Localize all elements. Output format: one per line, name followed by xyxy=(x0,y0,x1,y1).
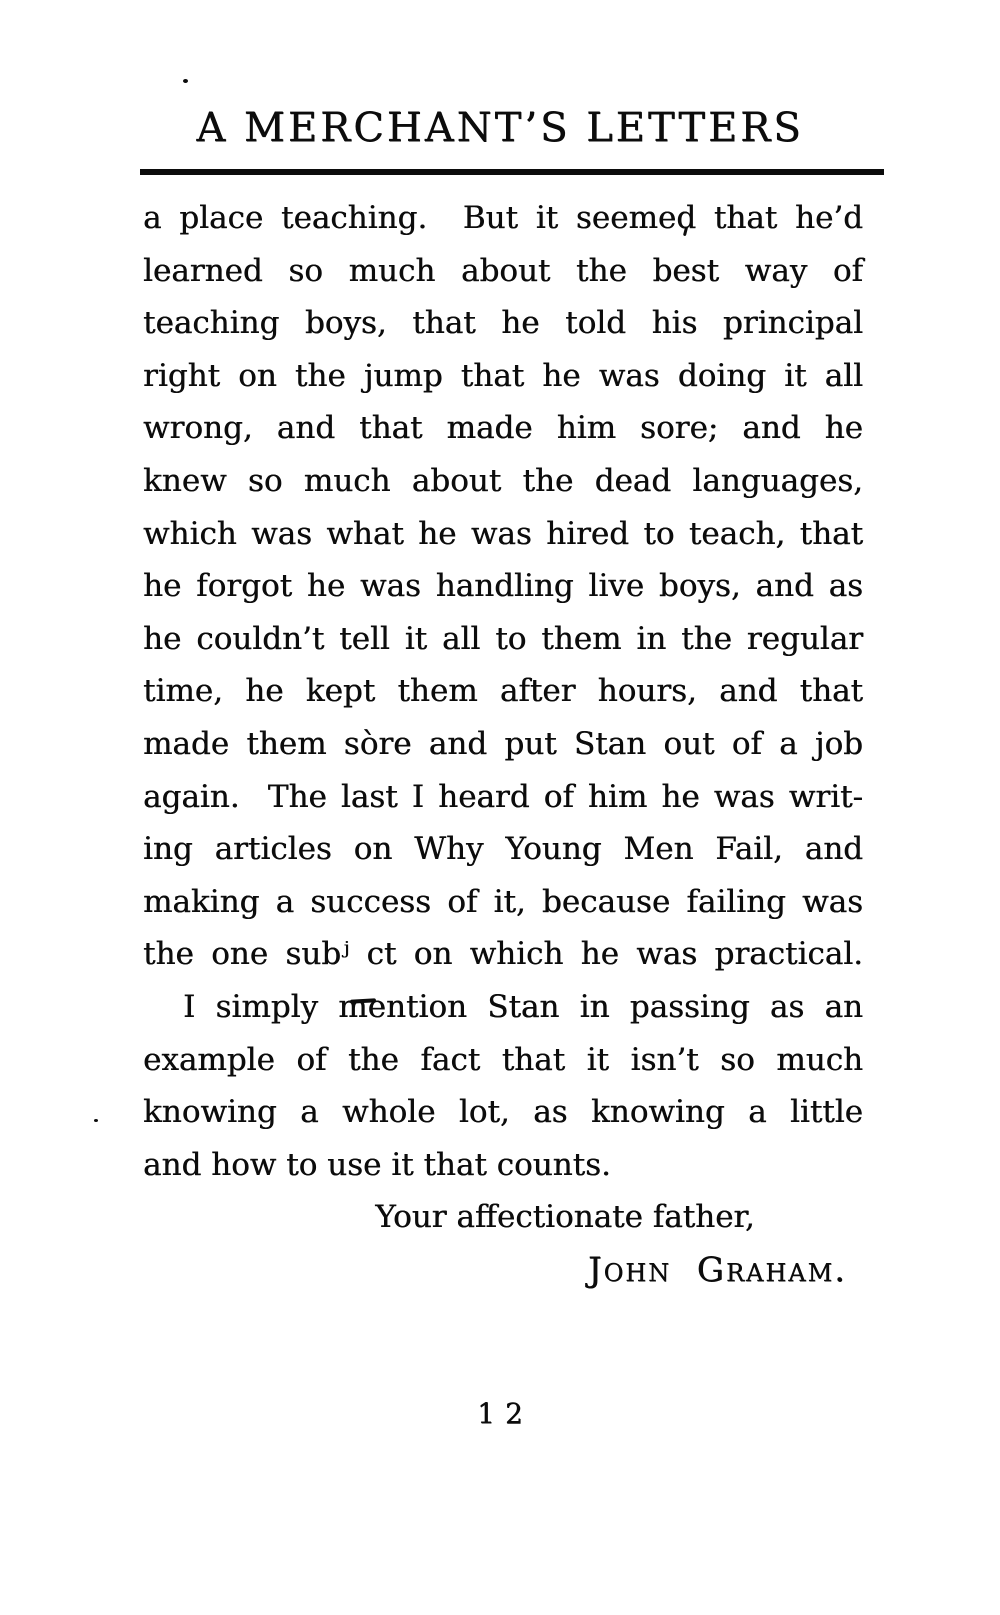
text-line: which was what he was hired to teach, that xyxy=(143,515,863,552)
text-line: teaching boys, that he told his principal xyxy=(143,305,863,342)
text-line: knew so much about the dead languages, xyxy=(143,462,863,499)
text-line-paragraph-end: and how to use it that counts. xyxy=(143,1146,611,1183)
signature: John Graham. xyxy=(587,1249,847,1290)
text-line: again. The last I heard of him he was writ- xyxy=(143,778,863,815)
text-line: making a success of it, because failing was xyxy=(143,883,863,920)
text-line: wrong, and that made him sore; and he xyxy=(143,410,863,447)
text-line: time, he kept them after hours, and that xyxy=(143,673,863,710)
text-line: learned so much about the best way of xyxy=(143,252,863,289)
text-line: ing articles on Why Young Men Fail, and xyxy=(143,831,863,868)
text-line: right on the jump that he was doing it all xyxy=(143,357,863,394)
text-line: example of the fact that it isn’t so much xyxy=(143,1041,863,1078)
closing-line: Your affectionate father, xyxy=(375,1199,755,1236)
text-line: made them sòre and put Stan out of a job xyxy=(143,725,863,762)
scan-speck xyxy=(183,79,188,83)
text-line: a place teaching. But it seemed that he’d xyxy=(143,200,863,236)
text-line-paragraph-start: I simply mention Stan in passing as an xyxy=(183,988,863,1025)
text-line: he forgot he was handling live boys, and as xyxy=(143,568,863,605)
page-title: A MERCHANT’S LETTERS xyxy=(196,105,804,151)
page-number: 12 xyxy=(477,1397,533,1430)
text-line: knowing a whole lot, as knowing a little xyxy=(143,1094,863,1131)
scan-speck xyxy=(94,1119,98,1122)
text-line: he couldn’t tell it all to them in the regular xyxy=(143,620,863,657)
title-rule xyxy=(140,169,884,175)
text-line: the one subʲ ct on which he was practical. xyxy=(143,936,863,973)
page-body xyxy=(143,192,863,1296)
